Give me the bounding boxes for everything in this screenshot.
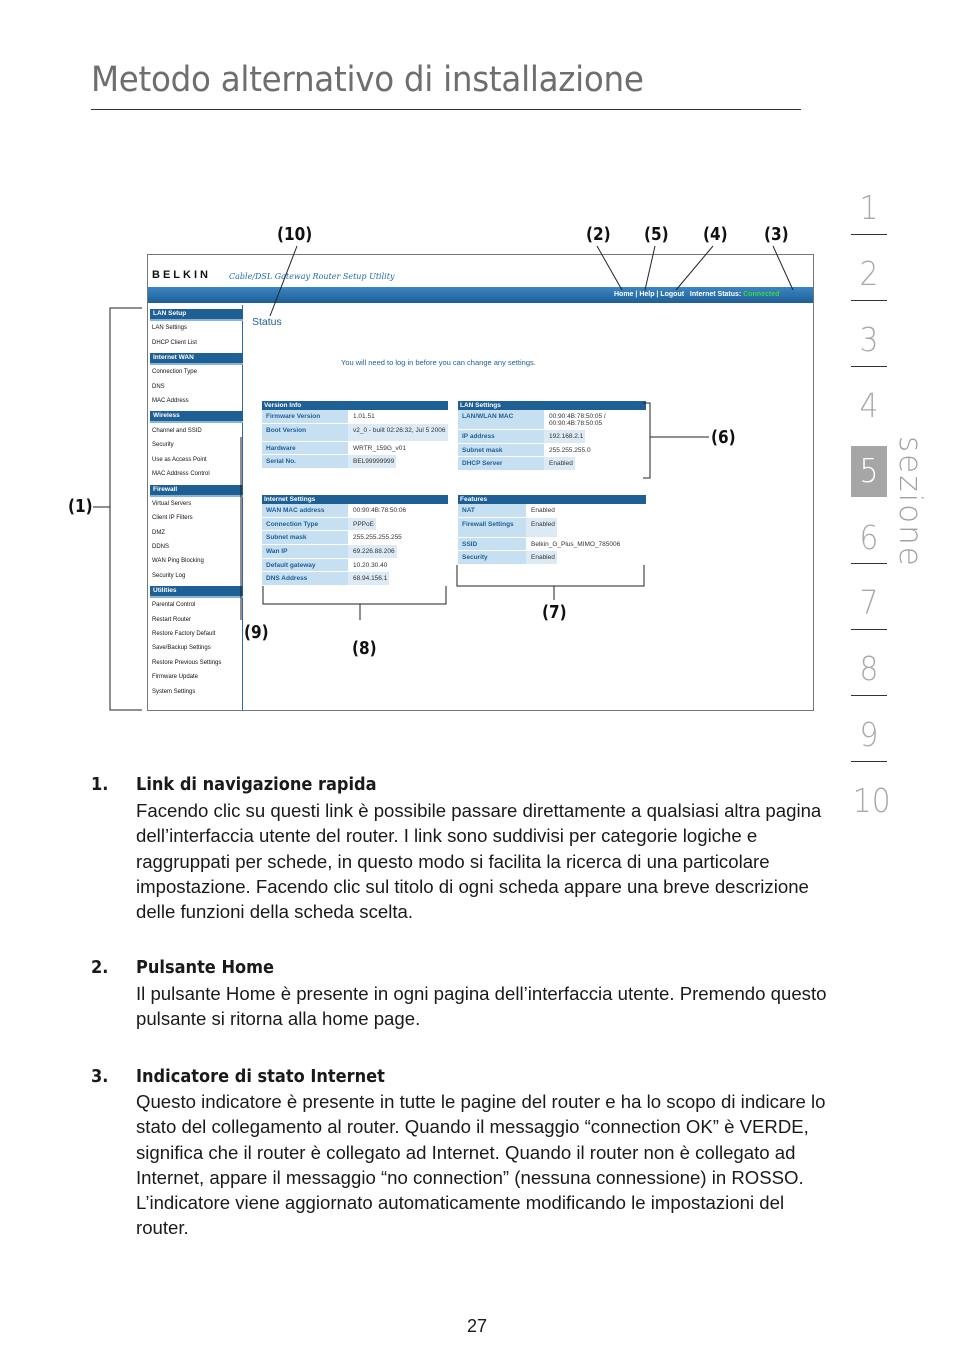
page-title: Metodo alternativo di installazione [91,60,644,100]
row-value: 1.01.51 [348,410,377,423]
title-divider [91,109,801,110]
row-value: Enabled [526,518,557,537]
callout-4: (4) [703,224,728,245]
item-number: 3. [91,1066,109,1087]
callout-7: (7) [542,602,567,623]
sidebar-item[interactable]: DDNS [152,544,170,550]
row-value: 68.94.156.1 [348,572,389,585]
section-number-1[interactable]: 1 [859,188,879,227]
table-row [262,518,448,532]
sidebar-item[interactable]: MAC Address Control [152,471,210,477]
sidebar-item[interactable]: DMZ [152,530,165,536]
section-divider [851,629,887,630]
brand-logo: BELKIN [152,269,211,281]
table-row [262,410,448,424]
table-row [458,457,646,471]
internet-status-label: Internet Status: [689,291,742,298]
table-row [262,531,448,545]
row-key: Security [458,551,526,564]
row-value: v2_0 - built 02:26:32, Jul 5 2006 [348,424,448,441]
table-row [458,444,646,458]
sidebar-divider [150,596,243,598]
section-number-5[interactable]: 5 [859,451,879,490]
sidebar-item[interactable]: Virtual Servers [152,501,192,507]
row-value: Belkin_G_Plus_MIMO_785006 [526,538,622,551]
callout-3: (3) [764,224,789,245]
section-number-7[interactable]: 7 [859,583,879,622]
sidebar-item[interactable]: Client IP Filters [152,515,193,521]
table-row [262,572,448,586]
login-message[interactable]: You will need to log in before you can change any settings. [341,358,536,367]
sidebar-divider [150,319,243,321]
row-value: 00:90:4B:78:50:06 [348,504,408,517]
table-row [262,424,448,442]
row-key: IP address [458,430,544,443]
row-key: NAT [458,504,526,517]
row-key: Default gateway [262,559,348,572]
sidebar-item[interactable]: LAN Settings [152,325,188,331]
section-number-8[interactable]: 8 [859,649,879,688]
top-links: Home | Help | Logout Internet Status: Connected [614,291,780,298]
features-head: Features [458,495,646,504]
sidebar-item[interactable]: DHCP Client List [152,340,197,346]
page-number: 27 [466,1316,488,1336]
sidebar-head-lan-setup[interactable]: LAN Setup [150,309,243,319]
version-info-box [262,401,448,469]
sidebar-item[interactable]: Restore Factory Default [152,631,216,637]
sidebar-item[interactable]: System Settings [152,689,196,695]
section-divider [851,300,887,301]
row-value: Enabled [526,551,557,564]
sidebar-head-internet-wan[interactable]: Internet WAN [150,353,243,363]
row-value: 10.20.30.40 [348,559,389,572]
sidebar-item[interactable]: DNS [152,384,165,390]
callout-5: (5) [644,224,669,245]
row-key: Serial No. [262,455,348,468]
sidebar-item[interactable]: Firmware Update [152,674,199,680]
sidebar-item[interactable]: WAN Ping Blocking [152,558,204,564]
row-value: BEL99999999 [348,455,396,468]
row-value: Enabled [526,504,557,517]
table-row [262,455,448,469]
row-key: Firmware Version [262,410,348,423]
sidebar-head-utilities[interactable]: Utilities [150,586,243,596]
row-value: 255.255.255.255 [348,531,404,544]
sidebar-item[interactable]: Save/Backup Settings [152,645,211,651]
row-value: 192.168.2.1 [544,430,585,443]
row-key: WAN MAC address [262,504,348,517]
callout-9: (9) [244,622,269,643]
row-value: Enabled [544,457,575,470]
lan-settings-box [458,401,646,471]
sidebar-item[interactable]: Restore Previous Settings [152,660,222,666]
section-number-9[interactable]: 9 [859,715,879,754]
table-row [458,551,646,565]
row-key: Connection Type [262,518,348,531]
lan-settings-head: LAN Settings [458,401,646,410]
item-heading: Pulsante Home [136,957,274,978]
row-key: SSID [458,538,526,551]
callout-6: (6) [711,427,736,448]
row-key: Hardware [262,442,348,455]
version-info-head: Version Info [262,401,448,410]
section-divider [851,234,887,235]
sidebar-head-wireless[interactable]: Wireless [150,411,243,421]
sidebar [148,305,243,710]
row-value: 00:90:4B:78:50:05 / 00:90:4B:78:50:05 [544,410,646,429]
table-row [262,504,448,518]
row-key: DHCP Server [458,457,544,470]
callout-2: (2) [586,224,611,245]
callout-8: (8) [352,638,377,659]
home-link[interactable]: Home [614,291,634,298]
sidebar-divider [150,363,243,365]
table-row [262,545,448,559]
row-key: LAN/WLAN MAC [458,410,544,429]
row-key: Subnet mask [262,531,348,544]
table-row [458,518,646,538]
section-number-6[interactable]: 6 [859,518,879,557]
section-number-10[interactable]: 10 [852,781,891,820]
sidebar-item[interactable]: Security Log [152,573,186,579]
row-key: Subnet mask [458,444,544,457]
row-value: PPPoE [348,518,376,531]
table-row [262,442,448,456]
table-row [458,430,646,444]
section-label: sezione [892,436,928,568]
sidebar-head-firewall[interactable]: Firewall [150,485,243,495]
item-number: 1. [91,774,109,795]
table-row [458,410,646,430]
section-divider [851,695,887,696]
sidebar-divider [150,421,243,423]
logout-link[interactable]: Logout [660,291,685,298]
sidebar-item[interactable]: Connection Type [152,369,197,375]
brand-subtitle: Cable/DSL Gateway Router Setup Utility [229,272,395,281]
callout-10: (10) [277,224,313,245]
sidebar-item[interactable]: Use as Access Point [152,457,207,463]
row-value: 69.226.88.206 [348,545,397,558]
item-number: 2. [91,957,109,978]
internet-settings-box [262,495,448,586]
row-key: DNS Address [262,572,348,585]
internet-status-value: Connected [743,291,780,298]
row-key: Boot Version [262,424,348,441]
table-row [458,538,646,552]
sidebar-item[interactable]: Parental Control [152,602,196,608]
internet-settings-head: Internet Settings [262,495,448,504]
callout-1: (1) [68,496,93,517]
status-heading: Status [252,316,282,328]
item-heading: Indicatore di stato Internet [136,1066,385,1087]
item-body: Il pulsante Home è presente in ogni pagina dell’interfaccia utente. Premendo questo pulsante si ritorna alla home page. [136,983,827,1030]
table-row [262,559,448,573]
table-row [458,504,646,518]
help-link[interactable]: Help [639,291,655,298]
features-box [458,495,646,565]
row-value: 255.255.255.0 [544,444,593,457]
section-number-4[interactable]: 4 [859,386,879,425]
row-value: WRTR_159G_v01 [348,442,408,455]
item-body: Questo indicatore è presente in tutte le pagine del router e ha lo scopo di indicare lo stato del collegamento al router. Quando il messaggio “connection OK” è VERDE, significa che il router è collegato ad Internet. Quando il router non è collegato ad Internet, appare il messaggio “no connection” (nessuna connessione) in ROSSO. L’indicatore viene aggiornato automaticamente modificando le impostazioni del router. [136,1091,826,1239]
row-key: Wan IP [262,545,348,558]
row-key: Firewall Settings [458,518,526,537]
sidebar-item[interactable]: Security [152,442,174,448]
section-divider [851,761,887,762]
sidebar-item[interactable]: Restart Router [152,617,192,623]
sidebar-item[interactable]: MAC Address [152,398,189,404]
item-heading: Link di navigazione rapida [136,774,377,795]
section-number-3[interactable]: 3 [859,320,879,359]
section-divider [851,563,887,564]
section-divider [851,366,887,367]
section-number-2[interactable]: 2 [859,254,879,293]
sidebar-divider [150,495,243,497]
item-body: Facendo clic su questi link è possibile passare direttamente a qualsiasi altra pagina dell’interfaccia utente del router. I link sono suddivisi per categorie logiche e raggruppati per schede, in questo modo si facilita la ricerca di una particolare impostazione. Facendo clic sul titolo di ogni scheda appare una breve descrizione delle funzioni della scheda scelta. [136,800,822,923]
sidebar-item[interactable]: Channel and SSID [152,428,202,434]
